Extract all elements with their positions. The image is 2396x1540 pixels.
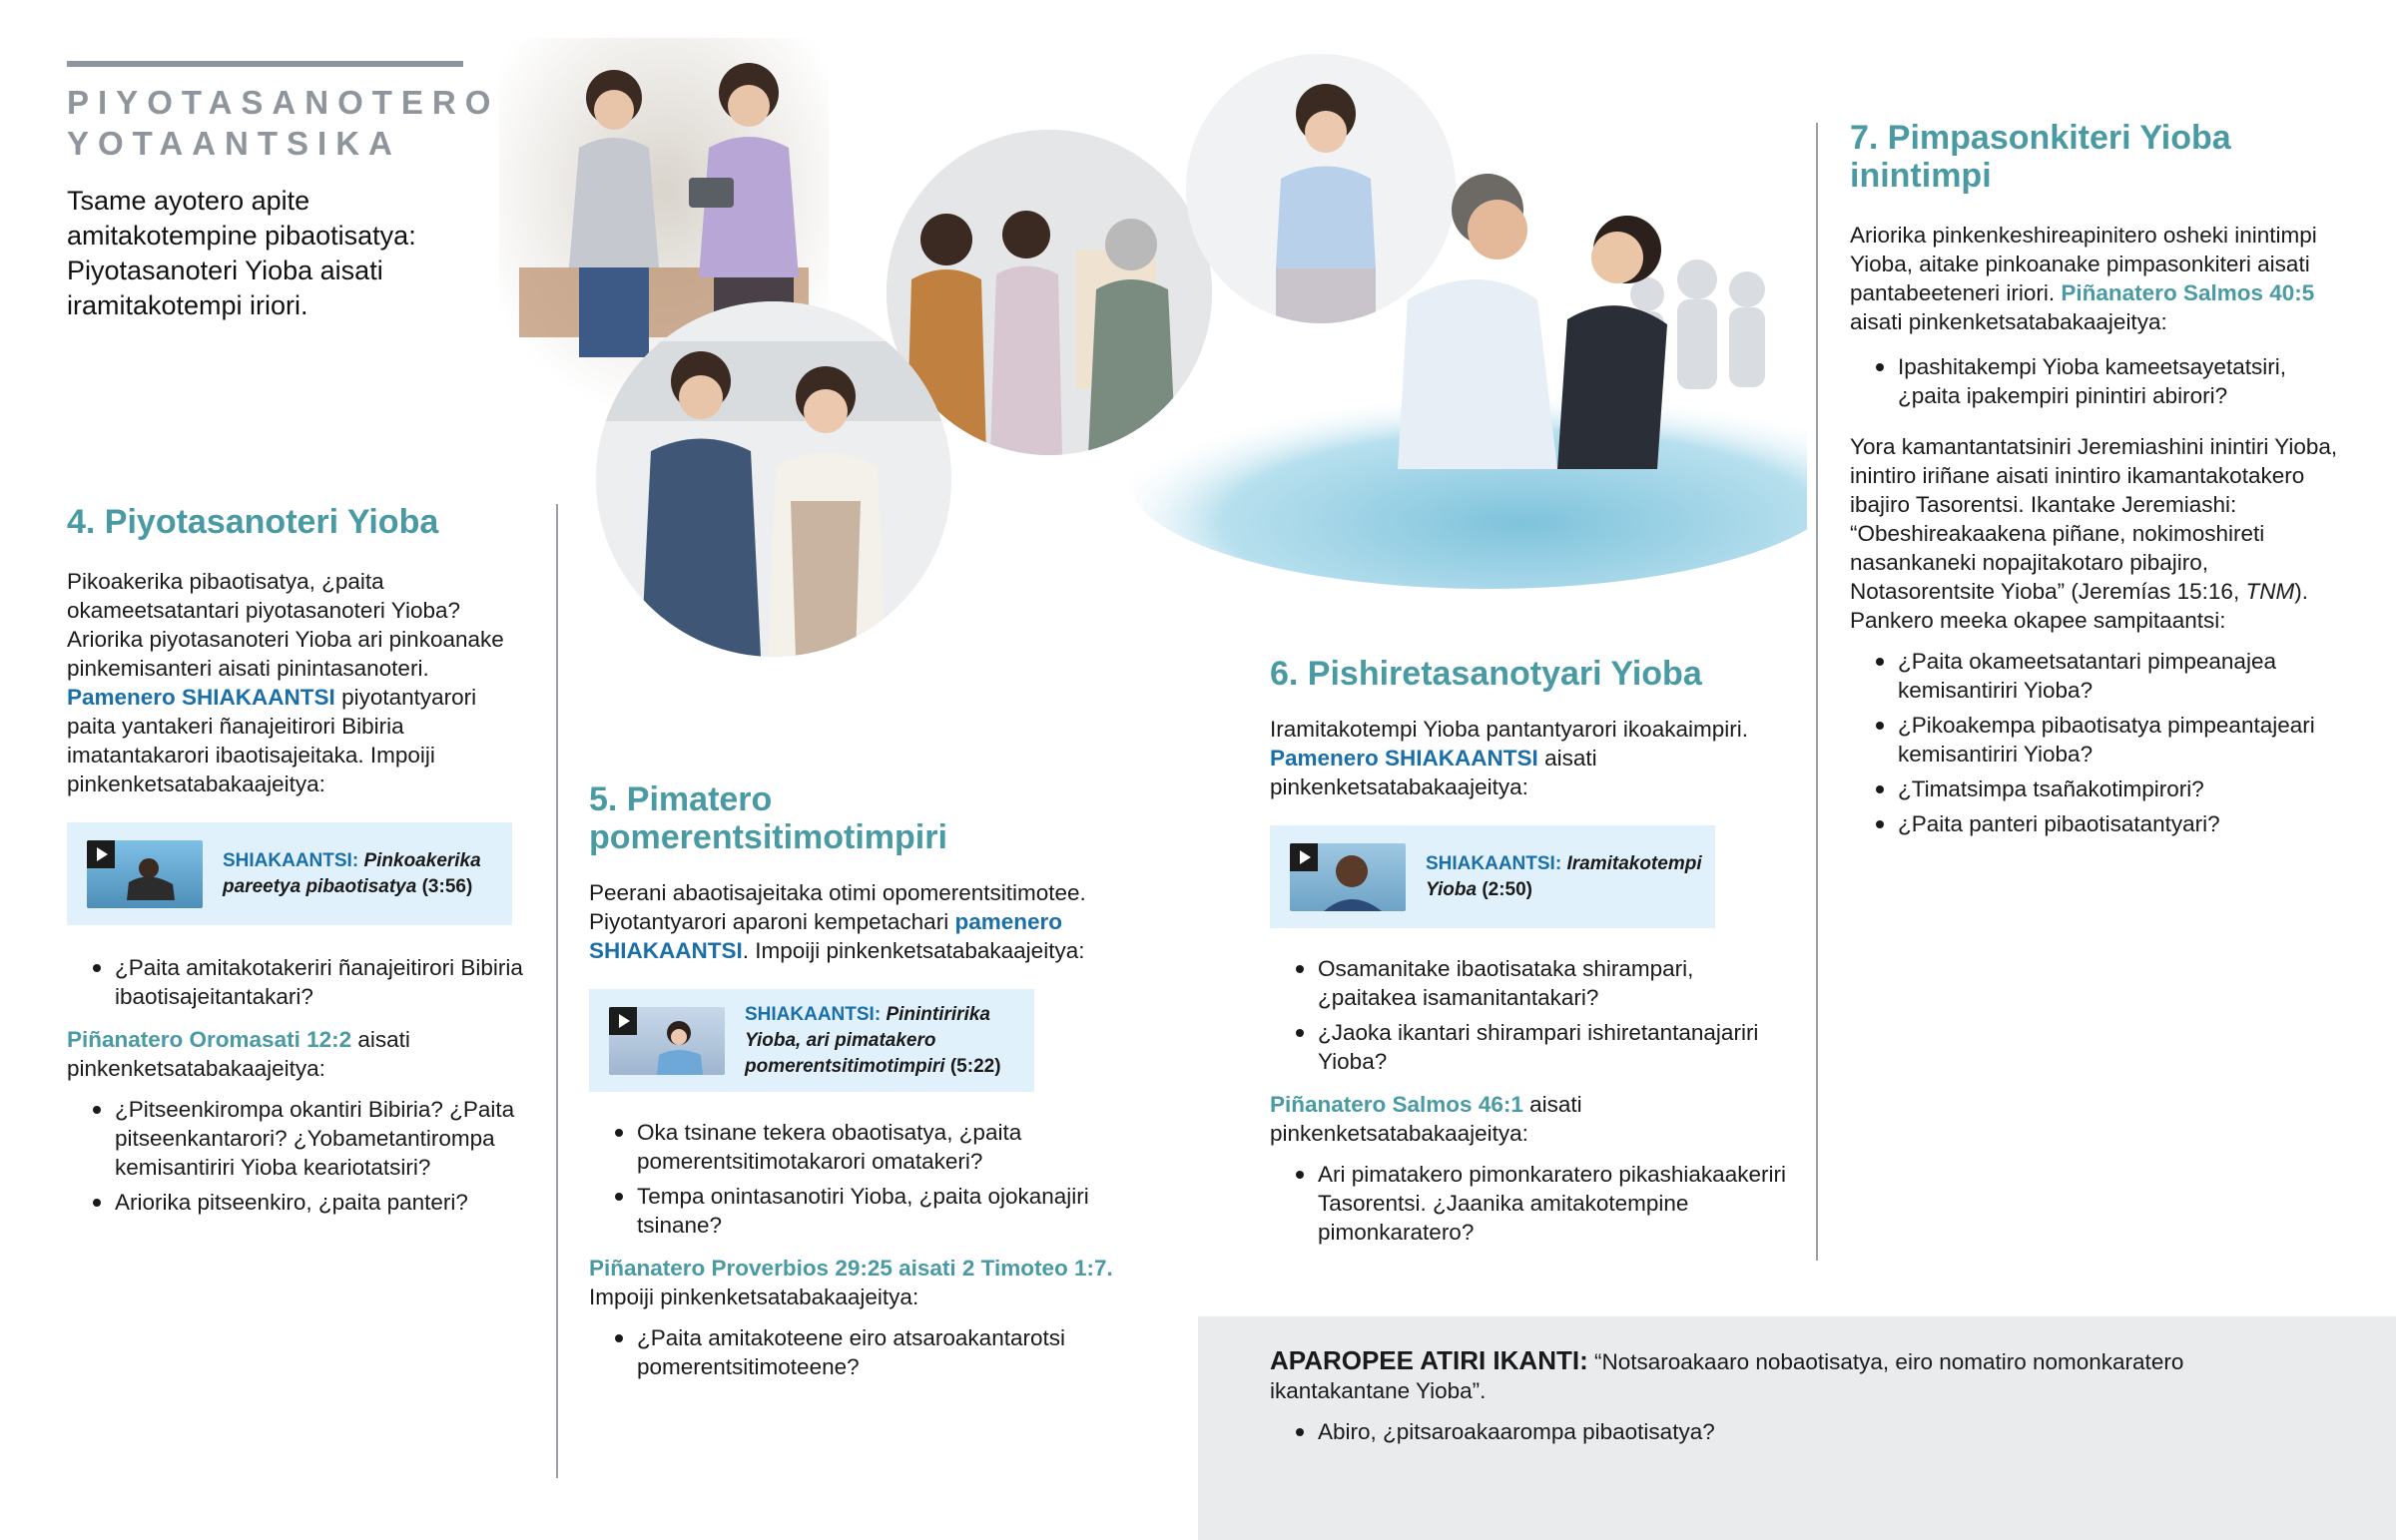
- section-6-video-card[interactable]: [1270, 825, 1715, 928]
- section-7-paragraph-2: [1850, 432, 2339, 635]
- page-title: [67, 82, 499, 164]
- section-4-text-b: piyotantyarori paita yantakeri ñanajeitirori Bibiria imatantakarori ibaotisajeitaka. Impoiji pinkenketsatabakaajeitya:: [67, 685, 477, 796]
- scripture-link[interactable]: Piñanatero Proverbios 29:25 aisati 2 Timoteo 1:7.: [589, 1256, 1113, 1281]
- scripture-link[interactable]: Piñanatero Salmos 46:1: [1270, 1092, 1523, 1117]
- section-5-heading: 5. Pimatero pomerentsitimotimpiri: [589, 780, 947, 856]
- video-title: Pinkoakerika pareetya pibaotisatya: [223, 849, 481, 897]
- title-rule: [67, 61, 463, 67]
- section-4: [67, 503, 526, 1223]
- section-4-list-2: [67, 1095, 526, 1217]
- list-item: ¿Paita panteri pibaotisatantyari?: [1850, 809, 2339, 838]
- list-item: Ariorika pitseenkiro, ¿paita panteri?: [67, 1188, 526, 1217]
- list-item: ¿Timatsimpa tsañakotimpirori?: [1850, 774, 2339, 803]
- reading-instruction: aisati pinkenketsatabakaajeitya:: [1270, 1092, 1582, 1146]
- section-6-reading: [1270, 1090, 1789, 1148]
- section-4-text-a: Pikoakerika pibaotisatya, ¿paita okameetsatantari piyotasanoteri Yioba? Ariorika piyotasanoteri Yioba ari pinkoanake pinkemisanteri aisati pinintasanoteri.: [67, 569, 504, 681]
- column-divider-3: [1816, 123, 1818, 1261]
- section-7-heading-line1: 7. Pimpasonkiteri Yioba: [1850, 119, 2231, 157]
- section-7: [1850, 119, 2339, 844]
- section-4-heading: 4. Piyotasanoteri Yioba: [67, 503, 439, 541]
- video-duration: (2:50): [1482, 878, 1532, 900]
- illustration-baptism: [1058, 150, 1807, 589]
- list-item: Osamanitake ibaotisataka shirampari, ¿paitakea isamanitantakari?: [1270, 954, 1789, 1012]
- section-6-list-2: [1270, 1160, 1789, 1247]
- column-divider-1: [556, 504, 558, 1478]
- section-7-text-b: aisati pinkenketsatabakaajeitya:: [1850, 309, 2167, 334]
- section-4-list-1: [67, 953, 526, 1011]
- list-item: Tempa onintasanotiri Yioba, ¿paita ojokanajiri tsinane?: [589, 1182, 1118, 1240]
- section-6: [1270, 655, 1789, 1253]
- objection-box: [1198, 1316, 2396, 1540]
- section-5-paragraph: [589, 878, 1118, 965]
- section-7-list-1: [1850, 352, 2339, 410]
- section-5-list-1: [589, 1118, 1118, 1240]
- play-icon[interactable]: [1290, 843, 1318, 871]
- list-item: Ari pimatakero pimonkaratero pikashiakaakeriri Tasorentsi. ¿Jaanika amitakotempine pimonkaratero?: [1270, 1160, 1789, 1247]
- section-4-video-link[interactable]: Pamenero SHIAKAANTSI: [67, 685, 335, 710]
- bible-version: TNM: [2245, 579, 2295, 604]
- section-5-video-caption: [745, 1002, 1014, 1080]
- objection-text: [1270, 1346, 2248, 1405]
- list-item: ¿Paita okameetsatantari pimpeanajea kemisantiriri Yioba?: [1850, 647, 2339, 705]
- section-5: [589, 780, 1118, 1387]
- reading-instruction: Impoiji pinkenketsatabakaajeitya:: [589, 1284, 919, 1309]
- video-thumbnail[interactable]: [609, 1007, 725, 1075]
- intro-text: Tsame ayotero apite amitakotempine pibaotisatya: Piyotasanoteri Yioba aisati iramitakotempi iriori.: [67, 186, 416, 320]
- list-item: ¿Jaoka ikantari shirampari ishiretantanajariri Yioba?: [1270, 1018, 1789, 1076]
- video-title: Pinintiririka Yioba, ari pimatakero pomerentsitimotimpiri: [745, 1003, 990, 1077]
- play-icon[interactable]: [87, 840, 115, 868]
- reading-instruction: aisati pinkenketsatabakaajeitya:: [67, 1027, 410, 1081]
- section-7-heading: [1850, 119, 2339, 195]
- objection-quote: “Notsaroakaaro nobaotisatya, eiro nomatiro nomonkaratero ikantakantane Yioba”.: [1270, 1349, 2184, 1403]
- section-7-text-d: ). Pankero meeka okapee sampitaantsi:: [1850, 579, 2308, 633]
- section-7-text-c: Yora kamantantatsiniri Jeremiashini inintiri Yioba, inintiro iriñane aisati inintiro ikamantakotakero ibajiro Tasorentsi. Ikantake Jeremiashi: “Obeshireakaakena piñane, nokimoshireti nasankaneki nopajitakotaro pibajiro, Notasorentsite Yioba” (Jeremías 15:16,: [1850, 434, 2338, 604]
- video-thumbnail[interactable]: [1290, 843, 1406, 911]
- scripture-link[interactable]: Piñanatero Salmos 40:5: [2061, 280, 2315, 305]
- section-4-video-caption: [223, 848, 512, 900]
- section-4-reading: [67, 1025, 526, 1083]
- section-7-heading-line2: inintimpi: [1850, 157, 1992, 195]
- list-item: ¿Pikoakempa pibaotisatya pimpeantajeari kemisantiriri Yioba?: [1850, 711, 2339, 769]
- list-item: Ipashitakempi Yioba kameetsayetatsiri, ¿paita ipakempiri pinintiri abirori?: [1850, 352, 2339, 410]
- video-duration: (3:56): [421, 875, 473, 897]
- list-item: Oka tsinane tekera obaotisatya, ¿paita pomerentsitimotakarori omatakeri?: [589, 1118, 1118, 1176]
- section-6-video-caption: [1426, 851, 1705, 903]
- section-5-list-2: [589, 1323, 1118, 1381]
- scripture-link[interactable]: Piñanatero Oromasati 12:2: [67, 1027, 352, 1052]
- objection-label: APAROPEE ATIRI IKANTI:: [1270, 1345, 1588, 1375]
- objection-list: [1270, 1417, 2324, 1446]
- section-7-list-2: [1850, 647, 2339, 838]
- list-item: Abiro, ¿pitsaroakaarompa pibaotisatya?: [1270, 1417, 2324, 1446]
- video-duration: (5:22): [949, 1055, 1001, 1077]
- section-6-video-link[interactable]: Pamenero SHIAKAANTSI: [1270, 746, 1538, 770]
- list-item: ¿Pitseenkirompa okantiri Bibiria? ¿Paita pitseenkantarori? ¿Yobametantirompa kemisantiriri Yioba keariotatsiri?: [67, 1095, 526, 1182]
- section-5-video-card[interactable]: [589, 989, 1034, 1092]
- section-6-list-1: [1270, 954, 1789, 1076]
- video-label: SHIAKAANTSI:: [745, 1003, 882, 1025]
- play-icon[interactable]: [609, 1007, 637, 1035]
- section-7-paragraph-1: [1850, 221, 2339, 336]
- section-5-text-b: . Impoiji pinkenketsatabakaajeitya:: [742, 938, 1085, 963]
- section-6-text-a: Iramitakotempi Yioba pantantyarori ikoakaimpiri.: [1270, 717, 1748, 742]
- page-title-line2: YOTAANTSIKA: [67, 125, 401, 162]
- section-7-text-a: Ariorika pinkenkeshireapinitero osheki inintimpi Yioba, aitake pinkoanake pimpasonkiteri aisati pantabeeteneri iriori.: [1850, 223, 2317, 305]
- section-4-paragraph: [67, 567, 526, 798]
- illustration-workplace-circle: [596, 301, 951, 657]
- section-5-text-a: Peerani abaotisajeitaka otimi opomerentsitimotee. Piyotantyarori aparoni kempetachari: [589, 880, 1086, 934]
- page-title-line1: PIYOTASANOTERO: [67, 84, 500, 121]
- video-label: SHIAKAANTSI:: [1426, 852, 1562, 874]
- list-item: ¿Paita amitakoteene eiro atsaroakantarotsi pomerentsitimoteene?: [589, 1323, 1118, 1381]
- section-5-reading: [589, 1254, 1118, 1311]
- video-label: SHIAKAANTSI:: [223, 849, 359, 871]
- section-5-video-link[interactable]: pamenero SHIAKAANTSI: [589, 909, 1062, 963]
- section-6-heading: 6. Pishiretasanotyari Yioba: [1270, 655, 1702, 693]
- list-item: ¿Paita amitakotakeriri ñanajeitirori Bibiria ibaotisajeitantakari?: [67, 953, 526, 1011]
- video-thumbnail[interactable]: [87, 840, 203, 908]
- section-6-paragraph: [1270, 715, 1789, 801]
- video-title: Iramitakotempi Yioba: [1426, 852, 1702, 900]
- section-4-video-card[interactable]: [67, 822, 512, 925]
- section-6-text-b: aisati pinkenketsatabakaajeitya:: [1270, 746, 1597, 799]
